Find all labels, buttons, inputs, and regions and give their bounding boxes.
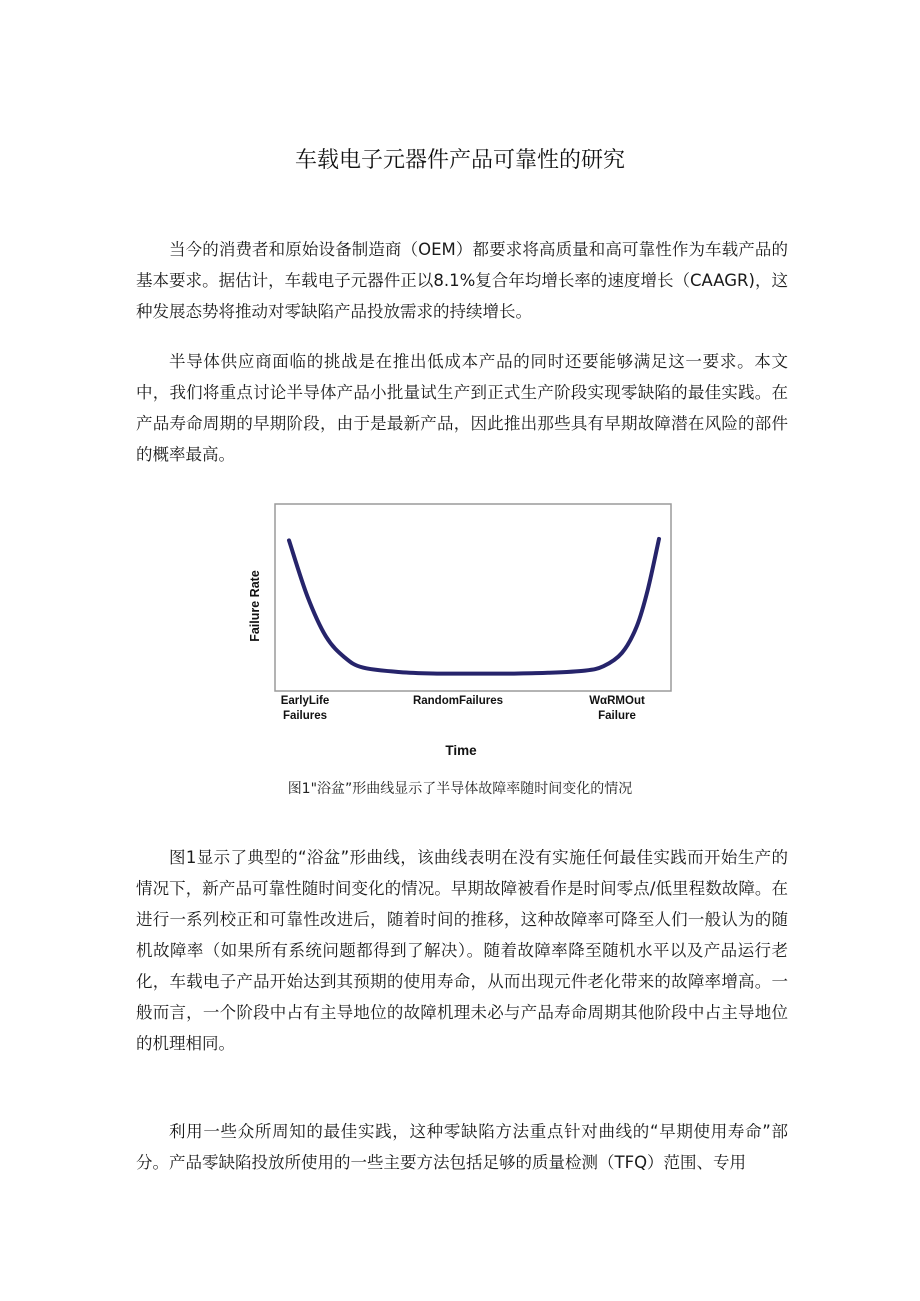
- x-label-early-1: EarlyLife: [280, 695, 330, 707]
- bathtub-chart: [245, 502, 675, 767]
- y-axis-label: Failure Rate: [248, 570, 262, 642]
- paragraph-zero-defect: 利用一些众所周知的最佳实践，这种零缺陷方法重点针对曲线的“早期使用寿命”部分。产品零缺陷投放所使用的一些主要方法包括足够的质量检测（TFQ）范围、专用: [136, 1122, 788, 1172]
- figure-caption: 图1"浴盆”形曲线显示了半导体故障率随时间变化的情况: [287, 781, 633, 797]
- bathtub-curve-figure: [245, 502, 675, 767]
- x-label-wearout-2: Failure: [598, 710, 636, 722]
- x-label-early-2: Failures: [282, 710, 328, 722]
- paragraph-intro: 当今的消费者和原始设备制造商（OEM）都要求将高质量和高可靠性作为车载产品的基本要求。据估计，车载电子元器件正以8.1%复合年均增长率的速度增长（CAAGR)，这种发展态势将推动对零缺陷产品投放需求的持续增长。: [136, 240, 788, 321]
- paragraph-challenge: 半导体供应商面临的挑战是在推出低成本产品的同时还要能够满足这一要求。本文中，我们将重点讨论半导体产品小批量试生产到正式生产阶段实现零缺陷的最佳实践。在产品寿命周期的早期阶段，由于是最新产品，因此推出那些具有早期故障潜在风险的部件的概率最高。: [136, 352, 788, 464]
- x-label-random: RandomFailures: [412, 695, 504, 707]
- x-label-wearout-1: WαRMOut: [589, 695, 645, 707]
- page-title: 车载电子元器件产品可靠性的研究: [294, 148, 625, 173]
- x-axis-label: Time: [445, 743, 477, 758]
- paragraph-bathtub: 图1显示了典型的“浴盆”形曲线，该曲线表明在没有实施任何最佳实践而开始生产的情况下，新产品可靠性随时间变化的情况。早期故障被看作是时间零点/低里程数故障。在进行一系列校正和可靠性改进后，随着时间的推移，这种故障率可降至人们一般认为的随机故障率（如果所有系统问题都得到了解决）。随着故障率降至随机水平以及产品运行老化，车载电子产品开始达到其预期的使用寿命，从而出现元件老化带来的故障率增高。一般而言，一个阶段中占有主导地位的故障机理未必与产品寿命周期其他阶段中占主导地位的机理相同。: [136, 848, 788, 1053]
